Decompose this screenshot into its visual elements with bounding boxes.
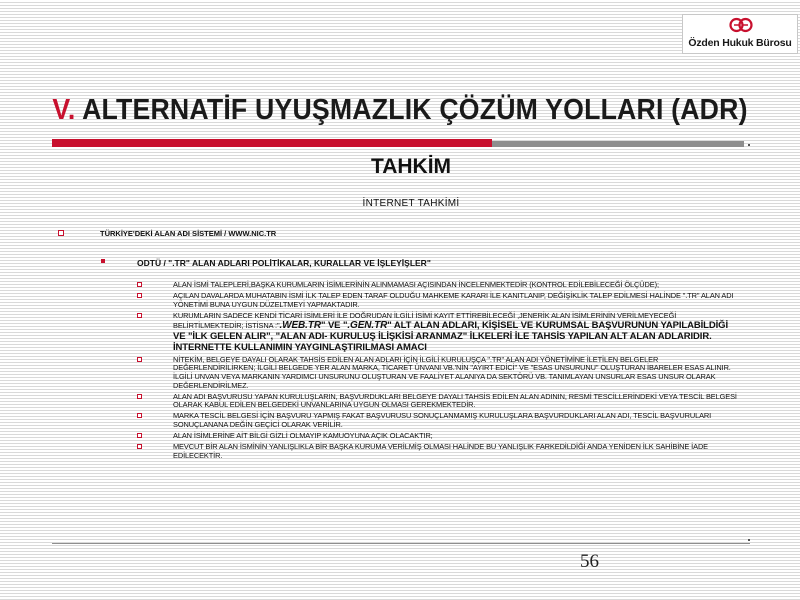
list-item	[137, 432, 742, 441]
footer-divider-dot	[748, 539, 750, 541]
double-circle-logo-icon	[729, 17, 753, 33]
square-bullet-icon	[137, 313, 142, 318]
square-bullet-icon	[137, 357, 142, 362]
level2-bullet-icon	[101, 259, 105, 263]
title-text: ALTERNATİF UYUŞMAZLIK ÇÖZÜM YOLLARI (ADR)	[82, 94, 748, 126]
square-bullet-icon	[137, 444, 142, 449]
level1-bullet-icon	[58, 230, 64, 236]
footer-divider	[52, 543, 750, 544]
square-bullet-icon	[137, 293, 142, 298]
title-number: V.	[52, 94, 76, 126]
section-heading: İNTERNET TAHKİMİ	[362, 198, 460, 209]
list-item-text: MARKA TESCİL BELGESİ İÇİN BAŞVURU YAPMIŞ FAKAT BAŞVURUSU SONUÇLANMAMIŞ KURULUŞLARA BAŞVURDUKLARI ALAN ADI, TESCİL BAŞVURULARI SONUÇLANANA DEĞİN GEÇİCİ OLARAK VERİLİR.	[173, 411, 712, 430]
rules-list	[137, 281, 742, 463]
section-subtitle: TAHKİM	[370, 155, 452, 178]
firm-logo	[682, 14, 798, 54]
list-item-text-part2: " VE "	[321, 320, 348, 332]
list-item	[137, 443, 742, 460]
level1-item: TÜRKİYE'DEKİ ALAN ADI SİSTEMİ / WWW.NIC.TR	[100, 229, 277, 238]
list-item-text-part1: KURUMLARIN SADECE KENDİ TİCARİ İSİMLERİ İLE DOĞRUDAN İLGİLİ İSİMİ KAYIT ETTİREBİLECEĞİ ,JENERİK ALAN İSİMLERİNİN VERİLMEYECEĞİ BELİRTİLMEKTEDİR; İSTİSNA :"	[173, 310, 677, 331]
title-underline-red	[52, 139, 492, 147]
list-item	[137, 393, 742, 410]
square-bullet-icon	[137, 394, 142, 399]
list-item-text: ALAN ADI BAŞVURUSU YAPAN KURULUŞLARIN, BAŞVURDUKLARI BELGEYE DAYALI TAHSİS EDİLEN ALAN ADININ, RESMİ TESCİLLERİNDEKİ VEYA TESCİL BELGESİ OLARAK KABUL EDİLEN BELGEDEKİ UNVANLARINA UYGUN OLMASI GEREKMEKTEDİR.	[173, 391, 737, 410]
level2-item: ODTÜ / ".TR" ALAN ADLARI POLİTİKALAR, KURALLAR VE İŞLEYİŞLER"	[137, 258, 431, 268]
list-item-text: ALAN İSMİ TALEPLERİ,BAŞKA KURUMLARIN İSİMLERİNİN ALINMAMASI AÇISINDAN İNCELENMEKTEDİR (KONTROL EDİLEBİLECEĞİ ÖLÇÜDE);	[173, 280, 659, 289]
page-title	[32, 94, 768, 127]
firm-logo-text: Özden Hukuk Bürosu	[688, 37, 792, 49]
web-tr-domain: .WEB.TR	[279, 320, 321, 332]
list-item-text: NİTEKİM, BELGEYE DAYALI OLARAK TAHSİS EDİLEN ALAN ADLARI İÇİN İLGİLİ KURULUŞÇA ".TR" ALAN ADI YÖNETİMİNE İLETİLEN BELGELER DEĞERLENDİRİLİRKEN; İLGİLİ BELGEDE YER ALAN MARKA, TİCARET ÜNVANI VB.'NİN "AYIRT EDİCİ" VE "ESAS UNSURUNU" OLUŞTURAN İBARELER ESAS ALINIR. İLGİLİ UNVAN VEYA MARKANIN YARDIMCI UNSURUNU OLUŞTURAN VE FAALİYET ALANIYA DA SEKTÖRÜ VB. TANIMLAYAN UNSURLAR ESAS UNSUR OLARAK DEĞERLENDİRİLMEZ.	[173, 354, 731, 390]
gen-tr-domain: .GEN.TR	[347, 320, 388, 332]
list-item	[137, 356, 742, 390]
page-number: 56	[580, 551, 599, 572]
list-item-text-part3: " ALT ALAN ADLARI, KİŞİSEL VE KURUMSAL BAŞVURUNUN YAPILABİLDİĞİ VE "İLK GELEN ALIR", "ALAN ADI- KURULUŞ İLİŞKİSİ ARANMAZ" İLKELERİ İLE TAHSİS YAPILAN ALT ALAN ADLARIDIR. İNTERNETTE KULLANIMIN YAYGINLAŞTIRILMASI AMACI	[173, 320, 728, 354]
list-item	[137, 312, 742, 354]
list-item	[137, 412, 742, 429]
square-bullet-icon	[137, 282, 142, 287]
list-item-text: ALAN İSİMLERİNE AİT BİLGİ GİZLİ OLMAYIP KAMUOYUNA AÇIK OLACAKTIR;	[173, 431, 433, 441]
title-underline-dot	[748, 144, 750, 146]
list-item-text: AÇILAN DAVALARDA MUHATABIN İSMİ İLK TALEP EDEN TARAF OLDUĞU MAHKEME KARARI İLE KANITLANIP, DEĞİŞİKLİK TALEP EDİLMESİ HALİNDE ".TR" ALAN ADI YÖNETİMİ BUNA UYGUN DÜZELTMEYİ YAPMAKTADIR.	[173, 291, 734, 309]
list-item	[137, 281, 742, 290]
list-item-text: MEVCUT BİR ALAN İSMİNİN YANLIŞLIKLA BİR BAŞKA KURUMA VERİLMİŞ OLMASI HALİNDE BU YANLIŞLIK FARKEDİLDİĞİ ANDA YENİDEN İLK SAHİBİNE İADE EDİLECEKTİR.	[173, 442, 709, 460]
title-underline-gray	[492, 141, 744, 147]
list-item	[137, 292, 742, 309]
square-bullet-icon	[137, 433, 142, 438]
square-bullet-icon	[137, 413, 142, 418]
